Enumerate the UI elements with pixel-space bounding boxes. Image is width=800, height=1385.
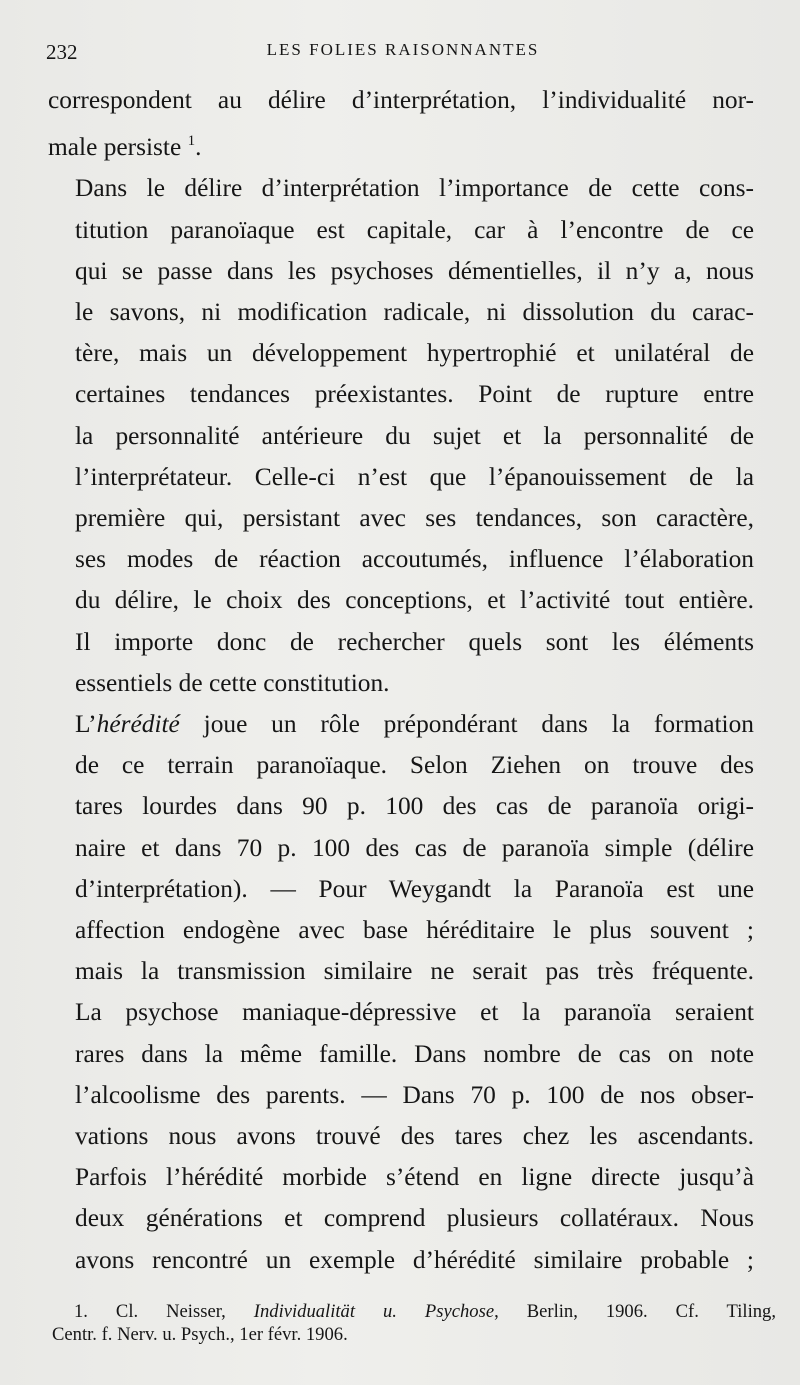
- text-line: naire et dans 70 p. 100 des cas de paranoïa simple (délire: [75, 833, 754, 862]
- text-line: première qui, persistant avec ses tendances, son caractère,: [75, 504, 754, 533]
- text-line: titution paranoïaque est capitale, car à l’encontre de ce: [75, 215, 754, 244]
- text-line: essentiels de cette constitution.: [75, 668, 390, 697]
- text-fragment: male persiste: [48, 133, 182, 162]
- text-line: tère, mais un développement hypertrophié et unilatéral de: [75, 339, 754, 368]
- text-line: du délire, le choix des conceptions, et l’activité tout entière.: [75, 586, 754, 615]
- text-line: [48, 121, 754, 168]
- text-line: La psychose maniaque-dépressive et la paranoïa seraient: [75, 998, 754, 1027]
- footnote-reference[interactable]: 1: [187, 133, 196, 150]
- text-line: rares dans la même famille. Dans nombre de cas on note: [75, 1039, 754, 1068]
- paragraph-1: [48, 80, 754, 168]
- text-line: la personnalité antérieure du sujet et la personnalité de: [75, 421, 754, 450]
- footnote-line: [52, 1300, 776, 1323]
- page-header: [46, 38, 760, 68]
- text-line: mais la transmission similaire ne serait pas très fréquente.: [75, 957, 754, 986]
- text-line: Dans le délire d’interprétation l’importance de cette cons-: [75, 174, 754, 203]
- page-number: 232: [46, 40, 78, 64]
- running-title: LES FOLIES RAISONNANTES: [266, 40, 540, 59]
- text-line: Parfois l’hérédité morbide s’étend en ligne directe jusqu’à: [75, 1163, 754, 1192]
- text-fragment: 1. Cl. Neisser,: [74, 1301, 254, 1322]
- text-line: correspondent au délire d’interprétation, l’individualité nor-: [48, 86, 754, 114]
- text-line: avons rencontré un exemple d’hérédité similaire probable ;: [75, 1245, 754, 1274]
- text-line: certaines tendances préexistantes. Point de rupture entre: [75, 380, 754, 409]
- text-fragment: , Berlin, 1906. Cf. Tiling,: [494, 1301, 776, 1322]
- text-fragment: .: [195, 133, 202, 162]
- text-line: Il importe donc de rechercher quels sont les éléments: [75, 627, 754, 656]
- text-fragment: L’: [75, 710, 97, 739]
- text-line: affection endogène avec base héréditaire le plus souvent ;: [75, 916, 754, 945]
- text-line: l’alcoolisme des parents. — Dans 70 p. 100 de nos obser-: [75, 1080, 754, 1109]
- footnotes: [52, 1300, 776, 1346]
- text-line: deux générations et comprend plusieurs collatéraux. Nous: [75, 1204, 754, 1233]
- footnote-title: Individualität u. Psychose: [253, 1301, 495, 1322]
- text-line: tares lourdes dans 90 p. 100 des cas de paranoïa origi-: [75, 792, 754, 821]
- text-line: vations nous avons trouvé des tares chez les ascendants.: [75, 1122, 754, 1151]
- paragraph-2: [48, 168, 754, 704]
- body-text: [48, 80, 754, 1281]
- text-line: de ce terrain paranoïaque. Selon Ziehen on trouve des: [75, 751, 754, 780]
- text-fragment: joue un rôle prépondérant dans la formation: [179, 710, 754, 739]
- text-line: le savons, ni modification radicale, ni dissolution du carac-: [75, 298, 754, 327]
- emphasis-term: hérédité: [96, 710, 180, 739]
- paragraph-3: [48, 704, 754, 1281]
- text-line: qui se passe dans les psychoses démentielles, il n’y a, nous: [75, 256, 754, 285]
- text-line: d’interprétation). — Pour Weygandt la Paranoïa est une: [75, 874, 754, 903]
- text-line: l’interprétateur. Celle-ci n’est que l’épanouissement de la: [75, 462, 754, 491]
- footnote-line: Centr. f. Nerv. u. Psych., 1er févr. 1906.: [52, 1324, 348, 1345]
- text-line: ses modes de réaction accoutumés, influence l’élaboration: [75, 545, 754, 574]
- text-line: [48, 704, 754, 745]
